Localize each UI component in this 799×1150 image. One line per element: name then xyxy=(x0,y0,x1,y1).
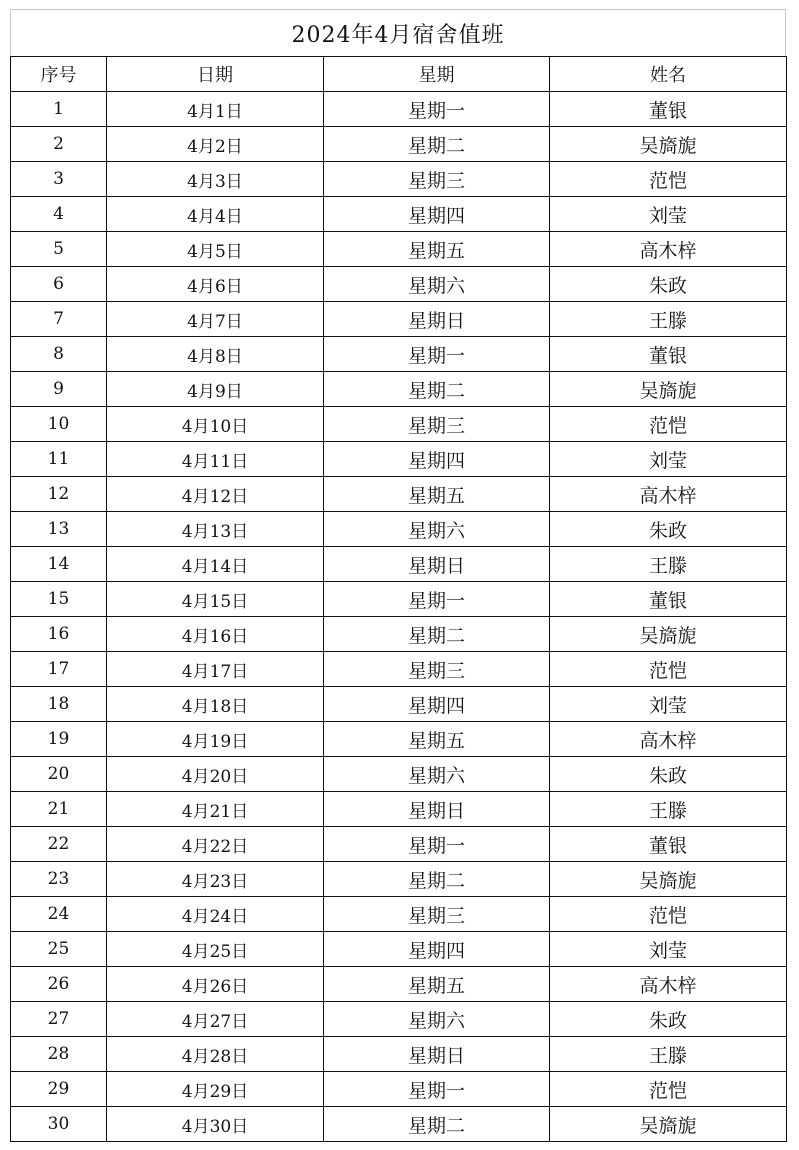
weekday-cell: 星期五 xyxy=(324,967,550,1002)
weekday-cell: 星期日 xyxy=(324,547,550,582)
date-cell: 4月5日 xyxy=(107,232,324,267)
name-cell: 董银 xyxy=(550,337,787,372)
name-cell: 高木梓 xyxy=(550,967,787,1002)
table-row xyxy=(11,1072,787,1107)
date-cell: 4月2日 xyxy=(107,127,324,162)
weekday-cell: 星期一 xyxy=(324,92,550,127)
table-row xyxy=(11,92,787,127)
index-cell: 17 xyxy=(11,652,107,687)
name-cell: 王滕 xyxy=(550,1037,787,1072)
name-cell: 吴旖旎 xyxy=(550,862,787,897)
weekday-cell: 星期一 xyxy=(324,1072,550,1107)
weekday-cell: 星期日 xyxy=(324,1037,550,1072)
table-row xyxy=(11,967,787,1002)
table-row xyxy=(11,582,787,617)
index-cell: 25 xyxy=(11,932,107,967)
weekday-cell: 星期一 xyxy=(324,337,550,372)
date-cell: 4月15日 xyxy=(107,582,324,617)
index-cell: 21 xyxy=(11,792,107,827)
date-cell: 4月25日 xyxy=(107,932,324,967)
header-weekday: 星期 xyxy=(324,57,550,92)
weekday-cell: 星期四 xyxy=(324,932,550,967)
index-cell: 13 xyxy=(11,512,107,547)
date-cell: 4月29日 xyxy=(107,1072,324,1107)
weekday-cell: 星期二 xyxy=(324,862,550,897)
table-row xyxy=(11,232,787,267)
table-row xyxy=(11,652,787,687)
page-title: 2024年4月宿舍值班 xyxy=(291,22,505,48)
header-name: 姓名 xyxy=(550,57,787,92)
weekday-cell: 星期五 xyxy=(324,232,550,267)
name-cell: 刘莹 xyxy=(550,442,787,477)
name-cell: 范恺 xyxy=(550,897,787,932)
date-cell: 4月19日 xyxy=(107,722,324,757)
table-row xyxy=(11,442,787,477)
weekday-cell: 星期六 xyxy=(324,757,550,792)
date-cell: 4月12日 xyxy=(107,477,324,512)
table-row xyxy=(11,302,787,337)
weekday-cell: 星期四 xyxy=(324,197,550,232)
date-cell: 4月6日 xyxy=(107,267,324,302)
table-row xyxy=(11,827,787,862)
index-cell: 10 xyxy=(11,407,107,442)
date-cell: 4月22日 xyxy=(107,827,324,862)
table-row xyxy=(11,932,787,967)
duty-table xyxy=(10,56,787,1142)
index-cell: 9 xyxy=(11,372,107,407)
date-cell: 4月1日 xyxy=(107,92,324,127)
index-cell: 20 xyxy=(11,757,107,792)
table-row xyxy=(11,477,787,512)
weekday-cell: 星期四 xyxy=(324,442,550,477)
table-row xyxy=(11,1037,787,1072)
name-cell: 朱政 xyxy=(550,1002,787,1037)
name-cell: 朱政 xyxy=(550,267,787,302)
date-cell: 4月27日 xyxy=(107,1002,324,1037)
table-row xyxy=(11,547,787,582)
index-cell: 2 xyxy=(11,127,107,162)
index-cell: 8 xyxy=(11,337,107,372)
date-cell: 4月20日 xyxy=(107,757,324,792)
index-cell: 14 xyxy=(11,547,107,582)
weekday-cell: 星期二 xyxy=(324,127,550,162)
name-cell: 董银 xyxy=(550,582,787,617)
index-cell: 15 xyxy=(11,582,107,617)
name-cell: 高木梓 xyxy=(550,722,787,757)
date-cell: 4月13日 xyxy=(107,512,324,547)
name-cell: 董银 xyxy=(550,92,787,127)
table-row xyxy=(11,337,787,372)
index-cell: 6 xyxy=(11,267,107,302)
table-row xyxy=(11,512,787,547)
date-cell: 4月28日 xyxy=(107,1037,324,1072)
weekday-cell: 星期三 xyxy=(324,407,550,442)
name-cell: 王滕 xyxy=(550,792,787,827)
header-row xyxy=(11,57,787,92)
weekday-cell: 星期六 xyxy=(324,512,550,547)
index-cell: 11 xyxy=(11,442,107,477)
name-cell: 朱政 xyxy=(550,757,787,792)
title-row xyxy=(10,9,786,56)
index-cell: 22 xyxy=(11,827,107,862)
table-row xyxy=(11,197,787,232)
name-cell: 高木梓 xyxy=(550,477,787,512)
name-cell: 吴旖旎 xyxy=(550,127,787,162)
name-cell: 范恺 xyxy=(550,1072,787,1107)
weekday-cell: 星期日 xyxy=(324,302,550,337)
date-cell: 4月14日 xyxy=(107,547,324,582)
table-row xyxy=(11,722,787,757)
index-cell: 16 xyxy=(11,617,107,652)
date-cell: 4月3日 xyxy=(107,162,324,197)
index-cell: 30 xyxy=(11,1107,107,1142)
name-cell: 董银 xyxy=(550,827,787,862)
date-cell: 4月18日 xyxy=(107,687,324,722)
table-row xyxy=(11,1002,787,1037)
weekday-cell: 星期三 xyxy=(324,652,550,687)
weekday-cell: 星期五 xyxy=(324,477,550,512)
date-cell: 4月17日 xyxy=(107,652,324,687)
weekday-cell: 星期六 xyxy=(324,267,550,302)
name-cell: 吴旖旎 xyxy=(550,1107,787,1142)
index-cell: 3 xyxy=(11,162,107,197)
date-cell: 4月8日 xyxy=(107,337,324,372)
table-row xyxy=(11,687,787,722)
name-cell: 朱政 xyxy=(550,512,787,547)
name-cell: 高木梓 xyxy=(550,232,787,267)
name-cell: 范恺 xyxy=(550,652,787,687)
index-cell: 4 xyxy=(11,197,107,232)
name-cell: 刘莹 xyxy=(550,687,787,722)
index-cell: 18 xyxy=(11,687,107,722)
index-cell: 27 xyxy=(11,1002,107,1037)
name-cell: 范恺 xyxy=(550,407,787,442)
index-cell: 29 xyxy=(11,1072,107,1107)
index-cell: 12 xyxy=(11,477,107,512)
date-cell: 4月21日 xyxy=(107,792,324,827)
table-body xyxy=(11,92,787,1142)
table-row xyxy=(11,757,787,792)
date-cell: 4月26日 xyxy=(107,967,324,1002)
index-cell: 19 xyxy=(11,722,107,757)
weekday-cell: 星期二 xyxy=(324,617,550,652)
weekday-cell: 星期一 xyxy=(324,582,550,617)
date-cell: 4月10日 xyxy=(107,407,324,442)
weekday-cell: 星期四 xyxy=(324,687,550,722)
index-cell: 1 xyxy=(11,92,107,127)
table-row xyxy=(11,617,787,652)
name-cell: 刘莹 xyxy=(550,932,787,967)
table-row xyxy=(11,897,787,932)
date-cell: 4月16日 xyxy=(107,617,324,652)
table-row xyxy=(11,162,787,197)
weekday-cell: 星期五 xyxy=(324,722,550,757)
weekday-cell: 星期日 xyxy=(324,792,550,827)
table-row xyxy=(11,1107,787,1142)
table-row xyxy=(11,407,787,442)
name-cell: 吴旖旎 xyxy=(550,617,787,652)
name-cell: 吴旖旎 xyxy=(550,372,787,407)
date-cell: 4月23日 xyxy=(107,862,324,897)
table-row xyxy=(11,127,787,162)
date-cell: 4月7日 xyxy=(107,302,324,337)
weekday-cell: 星期二 xyxy=(324,372,550,407)
index-cell: 28 xyxy=(11,1037,107,1072)
header-date: 日期 xyxy=(107,57,324,92)
weekday-cell: 星期一 xyxy=(324,827,550,862)
index-cell: 26 xyxy=(11,967,107,1002)
index-cell: 5 xyxy=(11,232,107,267)
name-cell: 王滕 xyxy=(550,302,787,337)
date-cell: 4月24日 xyxy=(107,897,324,932)
date-cell: 4月11日 xyxy=(107,442,324,477)
table-row xyxy=(11,267,787,302)
index-cell: 24 xyxy=(11,897,107,932)
weekday-cell: 星期六 xyxy=(324,1002,550,1037)
table-row xyxy=(11,862,787,897)
index-cell: 23 xyxy=(11,862,107,897)
name-cell: 王滕 xyxy=(550,547,787,582)
weekday-cell: 星期三 xyxy=(324,897,550,932)
date-cell: 4月9日 xyxy=(107,372,324,407)
index-cell: 7 xyxy=(11,302,107,337)
date-cell: 4月30日 xyxy=(107,1107,324,1142)
weekday-cell: 星期二 xyxy=(324,1107,550,1142)
table-row xyxy=(11,372,787,407)
date-cell: 4月4日 xyxy=(107,197,324,232)
table-row xyxy=(11,792,787,827)
name-cell: 刘莹 xyxy=(550,197,787,232)
duty-roster-sheet xyxy=(10,9,786,1142)
name-cell: 范恺 xyxy=(550,162,787,197)
header-index: 序号 xyxy=(11,57,107,92)
weekday-cell: 星期三 xyxy=(324,162,550,197)
